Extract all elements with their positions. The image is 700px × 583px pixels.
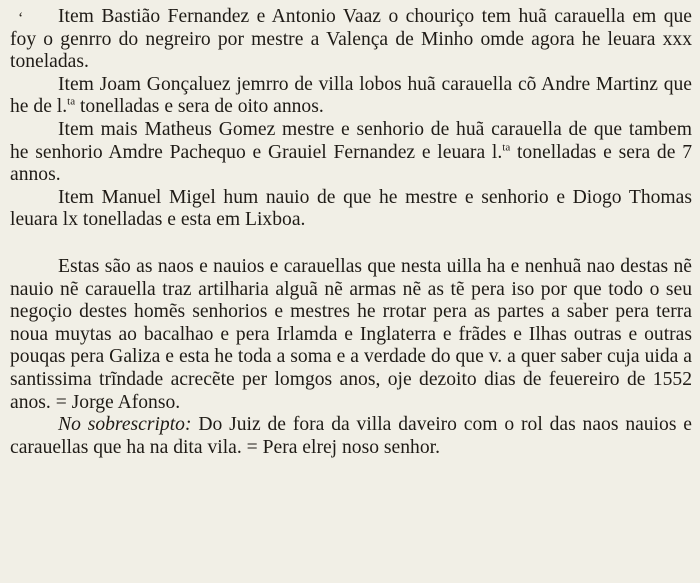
- margin-mark: ʻ: [18, 10, 24, 27]
- paragraph-3-text-b: tonelladas e sera de 7 annos.: [10, 141, 692, 186]
- paragraph-2-text-b: tonelladas e sera de oito annos.: [75, 96, 324, 118]
- paragraph-1: [10, 6, 692, 74]
- paragraph-6-text: Do Juiz de fora da villa daveiro com o rol das naos nauios e carauellas que ha na dita vila. = Pera elrej noso senhor.: [10, 414, 693, 458]
- paragraph-gap: [10, 232, 692, 256]
- paragraph-5-text: Estas são as naos e nauios e carauellas que nesta uilla ha e nenhuã nao destas nẽ nauio nẽ carauella traz artilharia alguã nẽ armas nẽ as tẽ pera iso por que todo o seu negoçio destes homẽs senhorios e mestres he rrotar pera as partes a saber pera terra noua muytas ao bacalhao e pera Irlamda e Inglaterra e frãdes e Ilhas outras e outras pouqas pera Galiza e esta he toda a soma e a verdade do que v. a quer saber cuja uida a santissima trĩndade acrecẽte per lomgos anos, oje dezoito dias de feuereiro de 1552 anos. = Jorge Afonso.: [10, 255, 692, 413]
- paragraph-1-text: Item Bastião Fernandez e Antonio Vaaz o chouriço tem huã carauella em que foy o genrro do negreiro por mestre a Valença de Minho omde agora he leuara xxx toneladas.: [10, 6, 692, 73]
- paragraph-5: [10, 256, 692, 414]
- paragraph-2-superscript: ta: [67, 95, 76, 108]
- paragraph-6: [10, 414, 692, 459]
- paragraph-4-text: Item Manuel Migel hum nauio de que he mestre e senhorio e Diogo Thomas leuara lx tonelladas e esta em Lixboa.: [10, 186, 692, 231]
- paragraph-4: [10, 187, 692, 232]
- paragraph-3-text-a: Item mais Matheus Gomez mestre e senhorio de huã carauella de que tambem he senhorio Amdre Pachequo e Grauiel Fernandez e leuara l.: [10, 118, 692, 163]
- paragraph-6-italic-lead: No sobrescripto:: [58, 414, 192, 436]
- paragraph-2: [10, 74, 692, 119]
- paragraph-2-text-a: Item Joam Gonçaluez jemrro de villa lobos huã carauella cõ Andre Martinz que he de l.: [10, 73, 692, 118]
- paragraph-3: [10, 119, 692, 187]
- paragraph-3-superscript: ta: [502, 141, 511, 154]
